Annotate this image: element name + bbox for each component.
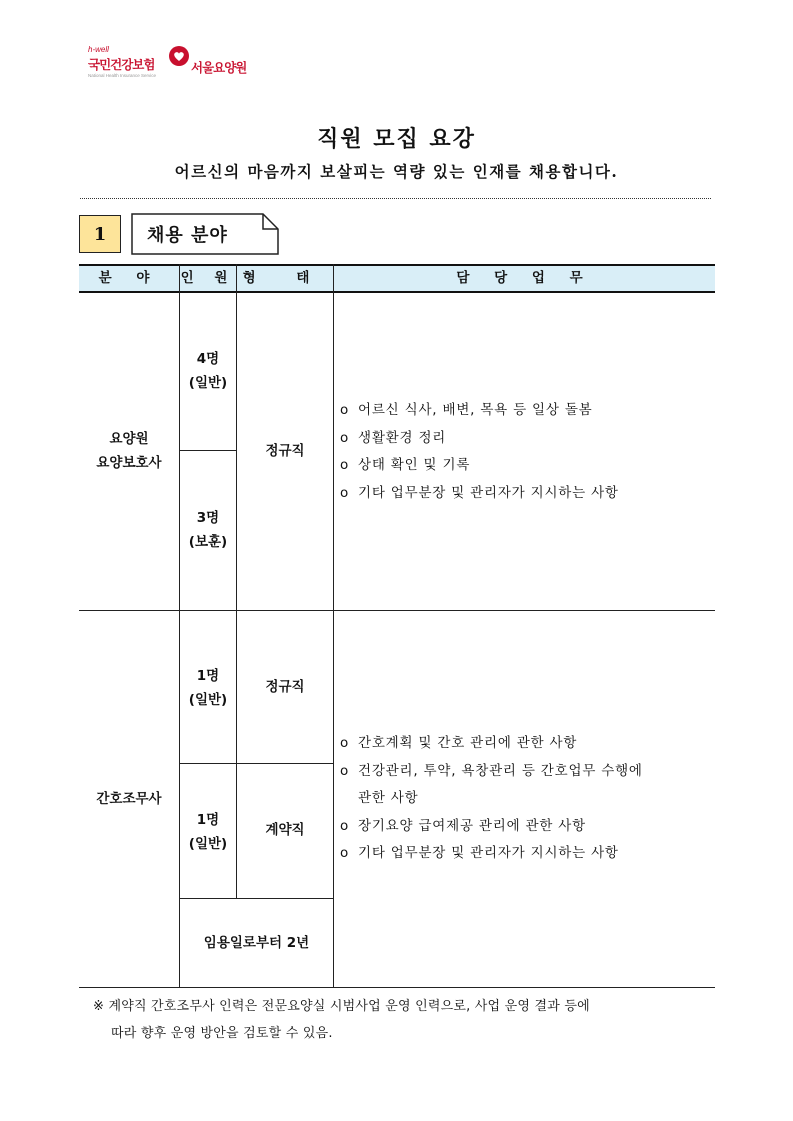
dotted-divider <box>80 198 711 199</box>
count-value: 1명 <box>196 668 220 684</box>
logo <box>88 45 288 85</box>
footnote-line: 계약직 간호조무사 인력은 전문요양실 시범사업 운영 인력으로, 사업 운영 결과 등에 <box>108 999 590 1014</box>
footnote-line: 따라 향후 운영 방안을 검토할 수 있음. <box>111 1026 333 1041</box>
header-count: 인 원 <box>180 270 236 286</box>
list-item-continued <box>340 785 643 813</box>
employment-type: 정규직 <box>265 443 305 459</box>
bullet-icon: o <box>340 484 350 501</box>
list-item <box>340 452 619 480</box>
logo-institution: 서울요양원 <box>191 60 247 75</box>
duty-text: 기타 업무분장 및 관리자가 지시하는 사항 <box>358 845 619 861</box>
duty-text: 상태 확인 및 기록 <box>358 457 471 473</box>
count-value: 1명 <box>196 812 220 828</box>
list-item <box>340 480 619 508</box>
count-category: (일반) <box>188 692 228 708</box>
list-item <box>340 758 643 786</box>
count-cell <box>180 347 236 395</box>
count-category: (보훈) <box>188 534 228 550</box>
list-item <box>340 730 643 758</box>
list-item <box>340 813 643 841</box>
table-col-line <box>333 293 334 988</box>
logo-org-name: 국민건강보험 <box>88 57 155 72</box>
bullet-icon: o <box>340 762 350 779</box>
bullet-icon: o <box>340 457 350 473</box>
table-bottom-line <box>79 987 715 988</box>
duty-list <box>340 730 643 868</box>
count-cell <box>180 506 236 554</box>
table-col-line <box>236 293 237 898</box>
count-category: (일반) <box>188 375 228 391</box>
logo-brand-small: h-well <box>88 45 109 54</box>
count-value: 4명 <box>196 351 220 367</box>
count-cell <box>180 808 236 856</box>
duty-text: 건강관리, 투약, 욕창관리 등 간호업무 수행에 <box>358 762 643 779</box>
table-row-line <box>79 610 715 611</box>
bullet-icon: o <box>340 845 350 861</box>
duty-list <box>340 397 619 507</box>
header-divider <box>179 264 180 293</box>
table-col-line <box>179 293 180 988</box>
duty-text: 관한 사항 <box>358 790 419 806</box>
duty-text: 장기요양 급여제공 관리에 관한 사항 <box>358 817 586 834</box>
table-row-line <box>180 898 333 899</box>
section-title-box <box>131 213 279 255</box>
section-title: 채용 분야 <box>147 225 228 246</box>
list-item <box>340 840 643 868</box>
section-number-badge: 1 <box>79 215 121 253</box>
list-item <box>340 397 619 425</box>
page-title: 직원 모집 요강 <box>317 127 476 152</box>
field-line: 요양보호사 <box>96 455 162 471</box>
count-value: 3명 <box>196 510 220 526</box>
header-type: 형 태 <box>242 270 328 286</box>
contract-period: 임용일로부터 2년 <box>203 935 310 951</box>
page-subtitle: 어르신의 마음까지 보살피는 역량 있는 인재를 채용합니다. <box>174 162 619 181</box>
field-caregiver <box>79 427 179 475</box>
header-duties: 담 당 업 무 <box>456 270 593 286</box>
bullet-icon: o <box>340 402 350 418</box>
header-field: 분 야 <box>98 270 160 286</box>
table-row-line <box>180 450 236 451</box>
duty-text: 어르신 식사, 배변, 목욕 등 일상 돌봄 <box>358 402 593 418</box>
bullet-icon: o <box>340 817 350 834</box>
logo-org-english: National Health Insurance Service <box>88 73 157 78</box>
bullet-icon: o <box>340 735 350 751</box>
reference-mark-icon: ※ <box>93 999 105 1014</box>
duty-text: 기타 업무분장 및 관리자가 지시하는 사항 <box>358 484 619 501</box>
field-nurse-aide: 간호조무사 <box>96 791 162 807</box>
footnote <box>93 993 590 1047</box>
header-divider <box>333 264 334 293</box>
employment-type: 계약직 <box>265 822 305 838</box>
table-row-line <box>180 763 333 764</box>
count-category: (일반) <box>188 836 228 852</box>
duty-text: 간호계획 및 간호 관리에 관한 사항 <box>358 735 578 751</box>
header-divider <box>236 264 237 293</box>
employment-type: 정규직 <box>265 679 305 695</box>
table-header <box>79 264 715 293</box>
field-line: 요양원 <box>109 431 149 447</box>
duty-text: 생활환경 정리 <box>358 429 447 446</box>
count-cell <box>180 664 236 712</box>
heart-logo-icon <box>168 45 190 67</box>
bullet-icon: o <box>340 429 350 446</box>
list-item <box>340 425 619 453</box>
